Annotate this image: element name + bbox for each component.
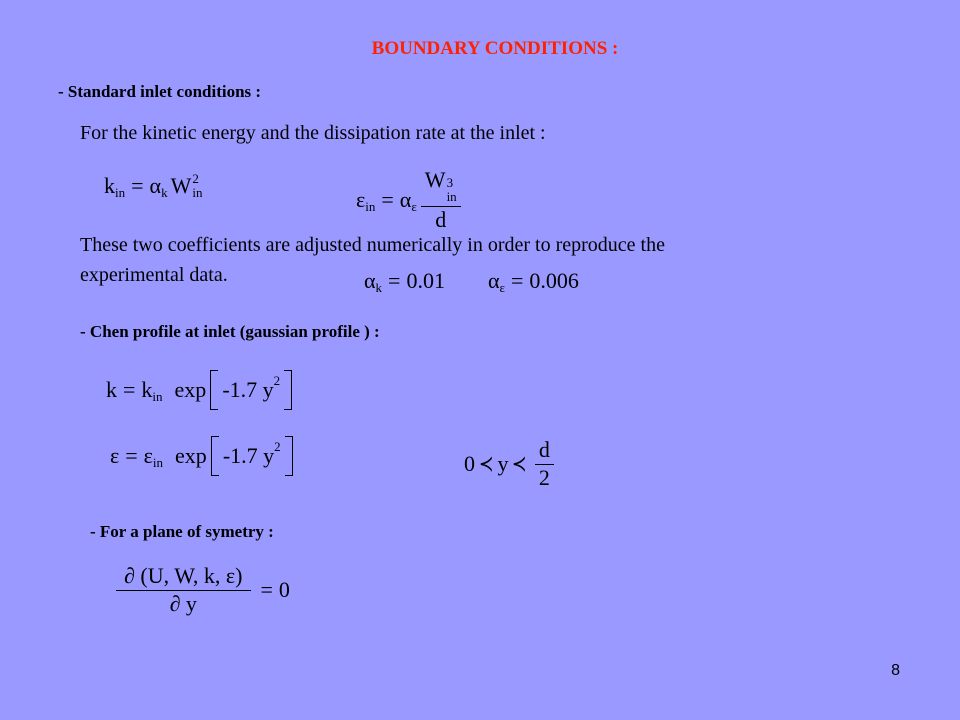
equation-k-inlet xyxy=(104,172,202,200)
chen-eps-arg: -1.7 y xyxy=(222,443,275,468)
eq-eps-lhs: ε xyxy=(356,187,366,212)
range-denominator: 2 xyxy=(538,465,550,490)
chen-k-equals: = xyxy=(123,377,136,402)
chen-k-left-bracket xyxy=(210,370,218,410)
symmetry-fraction xyxy=(116,564,251,616)
chen-eps-left-bracket xyxy=(211,436,219,476)
eq-k-equals: = xyxy=(131,173,144,198)
eq-k-var-sub: in xyxy=(192,185,203,200)
alpha-eps-sym: α xyxy=(488,268,500,293)
bullet-symmetry: - For a plane of symetry : xyxy=(90,522,274,541)
chen-k-base-sub: in xyxy=(152,389,163,404)
chen-k-lhs: k xyxy=(106,377,117,402)
bullet-standard-inlet: - Standard inlet conditions : xyxy=(58,82,262,101)
eq-eps-fraction xyxy=(421,168,461,232)
alpha-k-value: 0.01 xyxy=(406,268,445,293)
slide-title: BOUNDARY CONDITIONS : xyxy=(371,38,619,59)
eq-eps-lhs-sub: in xyxy=(365,199,376,214)
chen-eps-base-sub: in xyxy=(152,455,164,470)
equation-chen-eps xyxy=(110,436,293,476)
eq-eps-coef-sub: ε xyxy=(411,199,417,214)
range-fraction xyxy=(535,438,554,490)
chen-k-arg: -1.7 y xyxy=(222,377,274,402)
chen-eps-right-bracket xyxy=(285,436,293,476)
eq-k-lhs: k xyxy=(104,173,115,198)
symmetry-equals: = xyxy=(260,577,273,602)
equation-eps-inlet xyxy=(356,168,465,232)
alpha-eps-value: 0.006 xyxy=(529,268,579,293)
chen-k-arg-sup: 2 xyxy=(273,373,281,388)
alpha-k-sub: k xyxy=(375,280,383,295)
range-lo: 0 xyxy=(464,451,475,476)
alpha-k-equals: = xyxy=(388,268,401,293)
eq-k-coef: α xyxy=(149,173,162,198)
chen-eps-lhs: ε xyxy=(110,443,120,468)
equation-y-range xyxy=(464,438,558,490)
symmetry-numerator: ∂ (U, W, k, ε) xyxy=(116,564,251,591)
range-numerator: d xyxy=(535,438,554,465)
adjust-text-line1: These two coefficients are adjusted numerically in order to reproduce the xyxy=(80,234,665,256)
equation-alpha-eps xyxy=(488,268,579,294)
chen-eps-arg-sup: 2 xyxy=(274,439,281,454)
intro-text: For the kinetic energy and the dissipation rate at the inlet : xyxy=(80,122,546,144)
eq-k-coef-sub: k xyxy=(161,185,168,200)
equation-chen-k xyxy=(106,370,292,410)
equation-symmetry xyxy=(112,564,290,616)
chen-k-fn: exp xyxy=(174,377,207,402)
eq-eps-numerator xyxy=(421,168,461,207)
chen-eps-fn: exp xyxy=(175,443,207,468)
symmetry-rhs: 0 xyxy=(278,577,290,602)
equation-alpha-k xyxy=(364,268,445,294)
eq-eps-num-sub: in xyxy=(446,189,457,204)
eq-k-var-sup: 2 xyxy=(192,171,199,186)
eq-eps-num-scripts xyxy=(447,176,457,204)
eq-eps-num-sup: 3 xyxy=(446,175,454,190)
range-rel-2: ≺ xyxy=(512,451,528,476)
alpha-k-sym: α xyxy=(364,268,376,293)
chen-k-base: k xyxy=(141,377,153,402)
eq-eps-denominator: d xyxy=(435,207,447,232)
chen-eps-equals: = xyxy=(125,443,138,468)
adjust-text-line2: experimental data. xyxy=(80,264,228,286)
eq-k-var: W xyxy=(170,173,192,198)
chen-k-right-bracket xyxy=(284,370,292,410)
eq-eps-num-var: W xyxy=(424,167,446,192)
eq-k-lhs-sub: in xyxy=(115,185,126,200)
alpha-eps-sub: ε xyxy=(499,280,505,295)
range-rel-1: ≺ xyxy=(478,451,494,476)
alpha-eps-equals: = xyxy=(511,268,524,293)
chen-eps-base: ε xyxy=(143,443,153,468)
eq-k-var-scripts xyxy=(192,172,202,200)
page-number: 8 xyxy=(891,662,900,679)
bullet-chen-profile: - Chen profile at inlet (gaussian profile ) : xyxy=(80,322,380,341)
eq-eps-coef: α xyxy=(399,187,412,212)
eq-eps-equals: = xyxy=(381,187,394,212)
range-var: y xyxy=(497,451,509,476)
symmetry-denominator: ∂ y xyxy=(169,591,197,616)
